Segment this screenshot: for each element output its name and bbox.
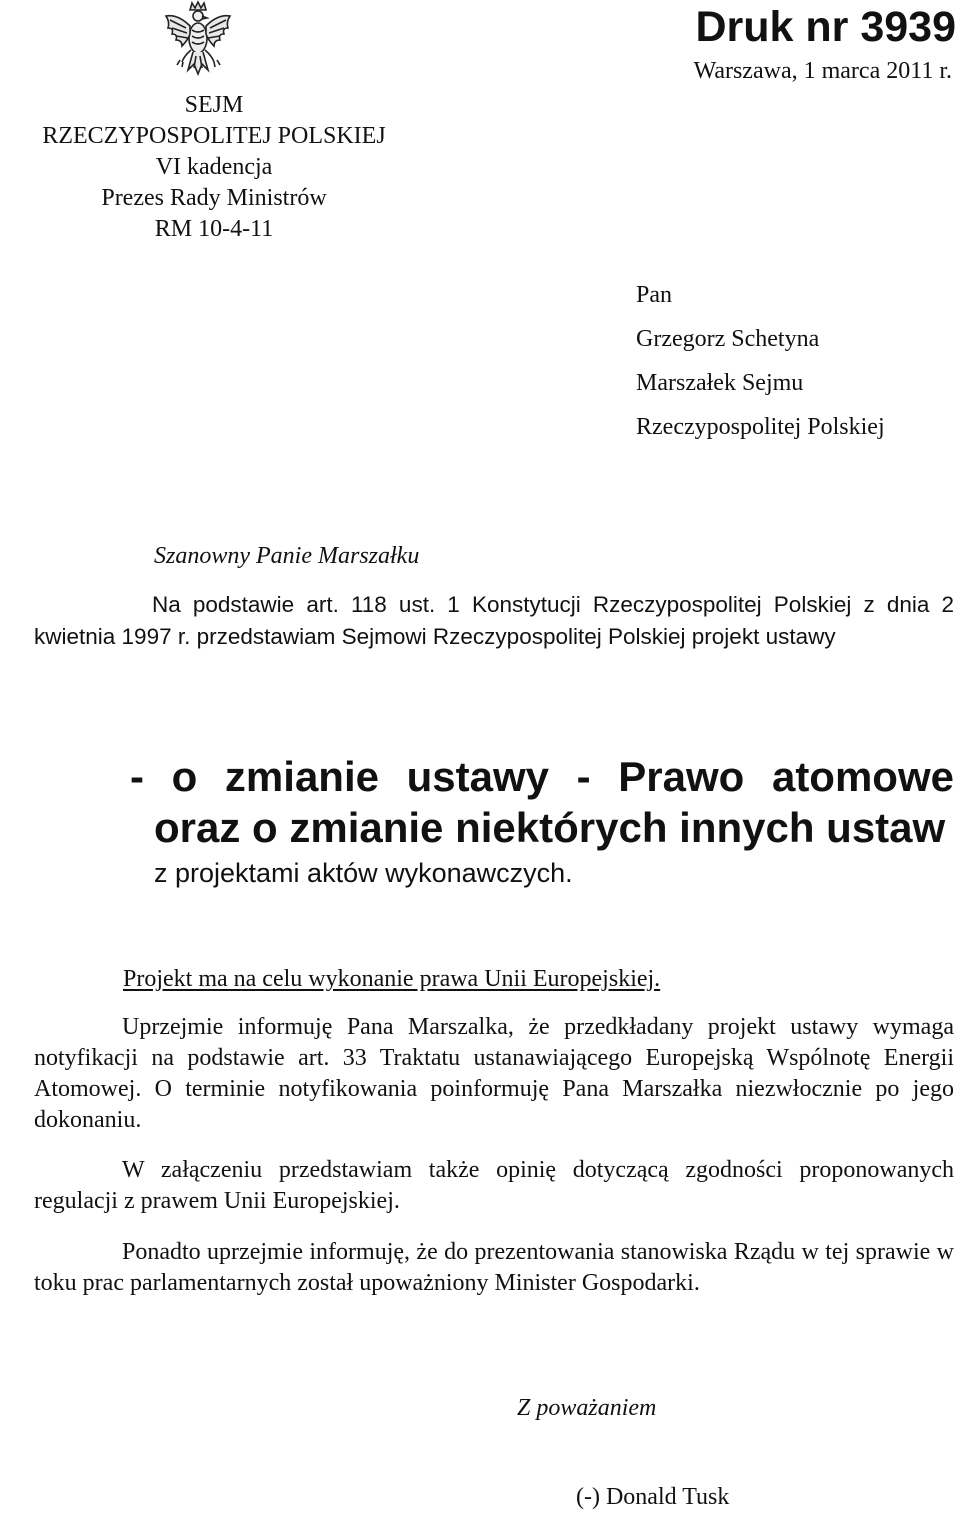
addressee-country: Rzeczypospolitej Polskiej	[636, 414, 885, 440]
eagle-emblem-icon	[160, 0, 236, 84]
representative-paragraph	[34, 1237, 954, 1299]
notification-text: Uprzejmie informuję Pana Marszalka, że przedkładany projekt ustawy wymaga notyfikacji na podstawie art. 33 Traktatu ustanawiającego Europejską Wspólnotę Energii Atomowej. O terminie notyfikowania poinformuję Pana Marszałka niezwłocznie po jego dokonaniu.	[34, 1014, 954, 1133]
bill-title-line-3: z projektami aktów wykonawczych.	[154, 858, 573, 888]
addressee-name: Grzegorz Schetyna	[636, 326, 820, 352]
issuer-republic: RZECZYPOSPOLITEJ POLSKIEJ	[42, 123, 386, 149]
reference-number: RM 10-4-11	[154, 216, 274, 242]
place-date: Warszawa, 1 marca 2011 r.	[693, 58, 952, 84]
document-number: Druk nr 3939	[695, 3, 956, 51]
signature: (-) Donald Tusk	[576, 1484, 730, 1510]
salutation: Szanowny Panie Marszałku	[154, 543, 420, 569]
addressee-position: Marszałek Sejmu	[636, 370, 804, 396]
issuer-sejm: SEJM	[184, 92, 244, 118]
notification-paragraph	[34, 1012, 954, 1136]
closing-phrase: Z poważaniem	[517, 1395, 657, 1421]
addressee-title: Pan	[636, 282, 672, 308]
issuer-prime-minister: Prezes Rady Ministrów	[101, 185, 327, 211]
bill-title-line-1: - o zmianie ustawy - Prawo atomowe	[130, 753, 954, 800]
intro-text: Na podstawie art. 118 ust. 1 Konstytucji Rzeczypospolitej Polskiej z dnia 2 kwietnia 1997 r. przedstawiam Sejmowi Rzeczypospolitej Polskiej projekt ustawy	[34, 592, 954, 649]
intro-paragraph	[34, 589, 954, 653]
attachment-paragraph	[34, 1155, 954, 1217]
representative-text: Ponadto uprzejmie informuję, że do prezentowania stanowiska Rządu w tej sprawie w toku prac parlamentarnych został upoważniony Minister Gospodarki.	[34, 1239, 954, 1296]
attachment-text: W załączeniu przedstawiam także opinię dotyczącą zgodności proponowanych regulacji z prawem Unii Europejskiej.	[34, 1157, 954, 1214]
eu-law-note: Projekt ma na celu wykonanie prawa Unii Europejskiej.	[123, 966, 661, 992]
issuer-term: VI kadencja	[155, 154, 273, 180]
bill-title-line-2: oraz o zmianie niektórych innych ustaw	[154, 804, 946, 851]
